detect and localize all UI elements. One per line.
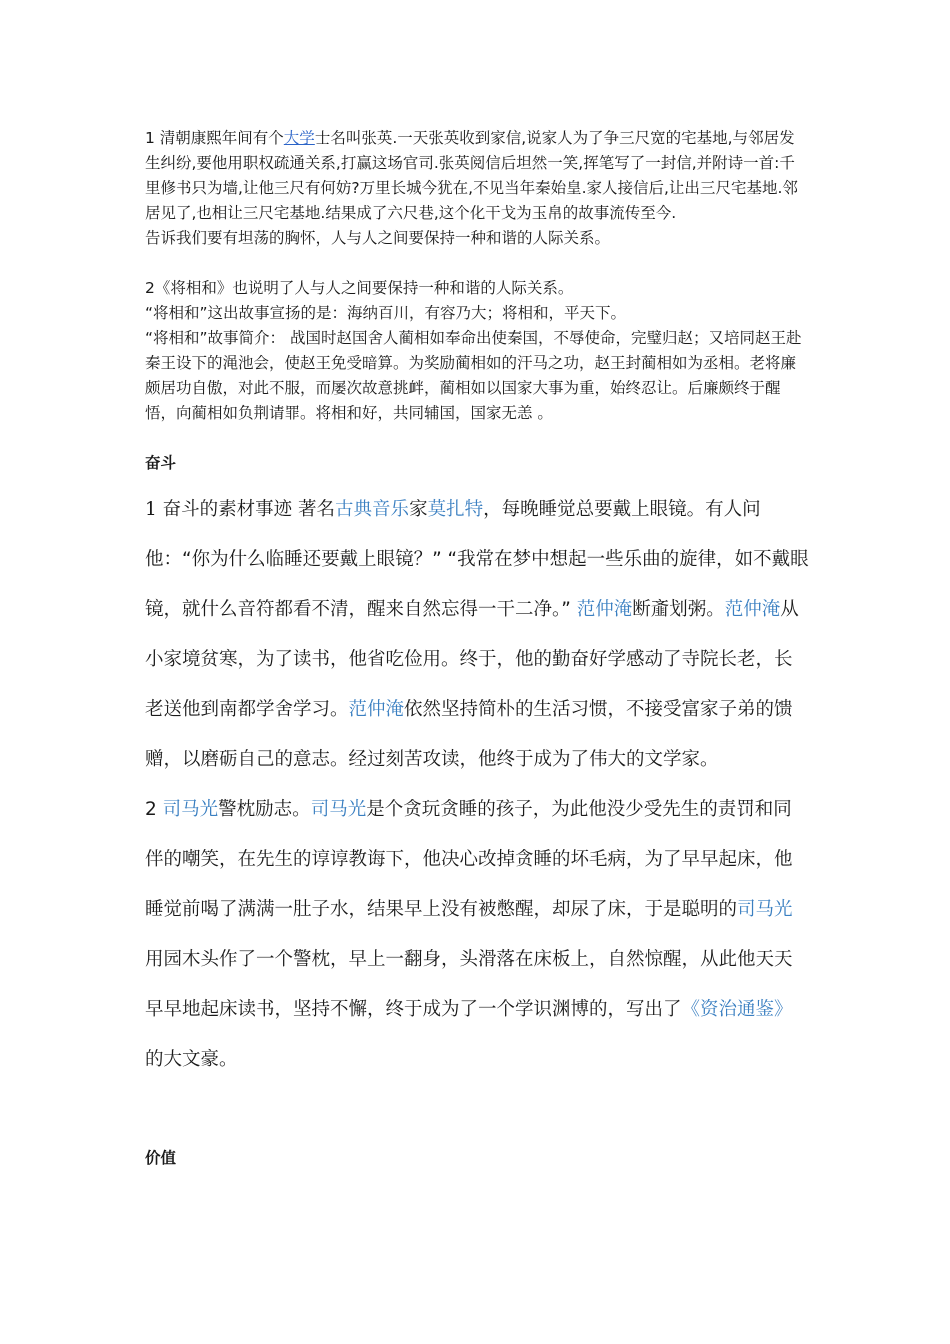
- text-segment: 断齑划粥。: [632, 599, 725, 620]
- text-segment: 2: [145, 799, 163, 820]
- blank-line: [145, 251, 809, 276]
- link-simaguang[interactable]: 司马光: [310, 799, 367, 820]
- paragraph-conclusion: 告诉我们要有坦荡的胸怀，人与人之间要保持一种和谐的人际关系。: [145, 229, 611, 247]
- heading-jiazhi: 价值: [145, 1149, 177, 1167]
- text-segment: 依然坚持简朴的生活习惯，不接受富家子弟的馈赠，以磨砺自己的意志。经过刻苦攻读，他终于成为了伟大的文学家。: [145, 699, 793, 770]
- paragraph-jiangxianghe-summary: “将相和”故事简介： 战国时赵国舍人蔺相如奉命出使秦国，不辱使命，完璧归赵；又培同赵王赴秦王设下的渑池会，使赵王免受暗算。为奖励蔺相如的汗马之功，赵王封蔺相如为丞相。老将廉颇居功自傲，对此不服，而屡次故意挑衅，蔺相如以国家大事为重，始终忍让。后廉颇终于醒悟，向蔺相如负荆请罪。将相和好，共同辅国，国家无恙 。: [145, 329, 802, 422]
- paragraph-mozart-fanzhongyan: [145, 485, 809, 785]
- text-segment: 家: [409, 499, 428, 520]
- link-simaguang[interactable]: 司马光: [737, 899, 793, 920]
- link-zizhitongjian[interactable]: 《资治通鉴》: [681, 999, 793, 1020]
- link-daxue[interactable]: 大学: [283, 129, 315, 147]
- text-segment: 是个贪玩贪睡的孩子，为此他没少受先生的责罚和同伴的嘲笑，在先生的谆谆教诲下，他决心改掉贪睡的坏毛病，为了早早起床，他睡觉前喝了满满一肚子水，结果早上没有被憋醒，却尿了床，于是聪明的: [145, 799, 793, 920]
- link-simaguang[interactable]: 司马光: [162, 799, 219, 820]
- paragraph-simaguang: [145, 785, 809, 1085]
- text-segment: 警枕励志。: [218, 799, 311, 820]
- section-fendou: [145, 485, 809, 1085]
- text-segment: 用园木头作了一个警枕，早上一翻身，头滑落在床板上，自然惊醒，从此他天天早早地起床读书，坚持不懈，终于成为了一个学识渊博的，写出了: [145, 949, 793, 1020]
- section-harmony: [145, 126, 809, 426]
- heading-fendou: 奋斗: [145, 454, 177, 472]
- link-fanzhongyan[interactable]: 范仲淹: [576, 599, 633, 620]
- paragraph-jiangxianghe: 2《将相和》也说明了人与人之间要保持一种和谐的人际关系。: [145, 279, 574, 297]
- link-classical-music[interactable]: 古典音乐: [335, 499, 410, 520]
- text-segment: ，每晚睡觉总要戴上眼镜。有人问他：“你为什么临睡还要戴上眼镜？” “我常在梦中想起一些乐曲的旋律，如不戴眼镜，就什么音符都看不清，醒来自然忘得一干二净。”: [145, 499, 809, 620]
- link-fanzhongyan[interactable]: 范仲淹: [724, 599, 781, 620]
- text-segment: 奋斗的素材事迹 著名: [156, 499, 336, 520]
- text-segment: 的大文豪。: [145, 1049, 238, 1070]
- paragraph-jiangxianghe-theme: “将相和”这出故事宣扬的是：海纳百川，有容乃大；将相和，平天下。: [145, 304, 627, 322]
- link-fanzhongyan[interactable]: 范仲淹: [348, 699, 405, 720]
- link-mozart[interactable]: 莫扎特: [427, 499, 484, 520]
- text-segment: 从小家境贫寒，为了读书，他省吃俭用。终于，他的勤奋好学感动了寺院长老，长老送他到南都学舍学习。: [145, 599, 799, 720]
- paragraph-zhangying: [145, 126, 809, 226]
- paragraph-number: 1: [145, 499, 157, 520]
- text-segment: 1 清朝康熙年间有个: [145, 129, 284, 147]
- text-segment: 士名叫张英.一天张英收到家信,说家人为了争三尺宽的宅基地,与邻居发生纠纷,要他用职权疏通关系,打赢这场官司.张英阅信后坦然一笑,挥笔写了一封信,并附诗一首:千里修书只为墙,让他三尺有何妨?万里长城今犹在,不见当年秦始皇.家人接信后,让出三尺宅基地.邻居见了,也相让三尺宅基地.结果成了六尺巷,这个化干戈为玉帛的故事流传至今.: [145, 129, 798, 222]
